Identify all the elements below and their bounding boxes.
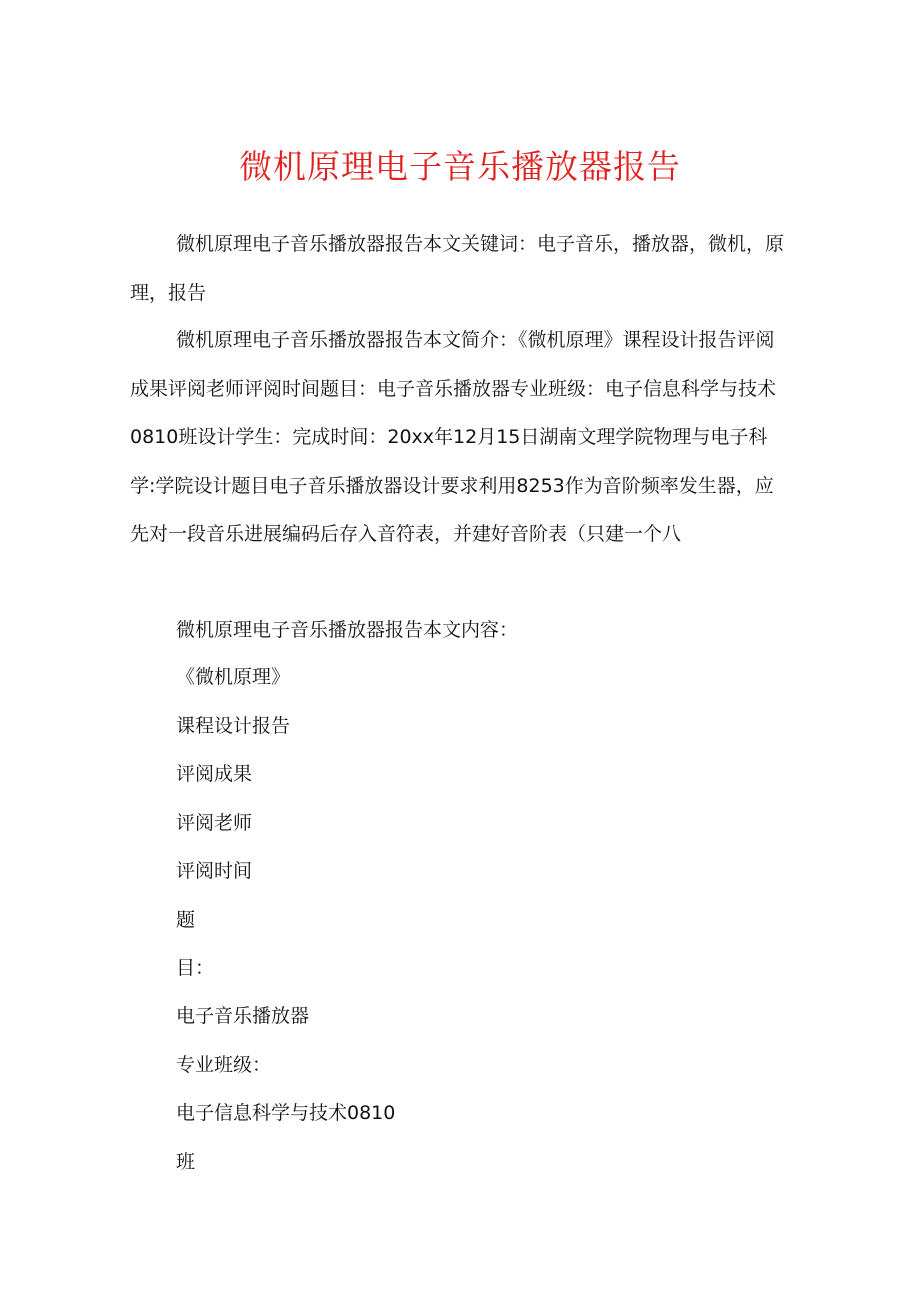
content-item: 目： <box>176 957 215 979</box>
summary-paragraph: 微机原理电子音乐播放器报告本文简介：《微机原理》课程设计报告评阅成果评阅老师评阅时间题目：电子音乐播放器专业班级：电子信息科学与技术0810班设计学生：完成时间：20xx年12月15日湖南文理学院物理与电子科学:学院设计题目电子音乐播放器设计要求利用8253作为音阶频率发生器，应先对一段音乐进展编码后存入音符表，并建好音阶表（只建一个八 <box>130 329 777 545</box>
content-item: 电子信息科学与技术0810 <box>176 1102 396 1124</box>
content-item: 电子音乐播放器 <box>176 1005 310 1027</box>
content-item: 题 <box>176 909 196 931</box>
content-item: 《微机原理》 <box>176 666 291 688</box>
content-item: 评阅时间 <box>176 860 253 882</box>
content-item: 评阅老师 <box>176 812 253 834</box>
content-item: 评阅成果 <box>176 763 253 785</box>
content-item: 课程设计报告 <box>176 715 291 737</box>
content-heading: 微机原理电子音乐播放器报告本文内容： <box>176 619 519 641</box>
content-item: 专业班级： <box>176 1054 272 1076</box>
content-item: 班 <box>176 1151 196 1173</box>
keywords-paragraph: 微机原理电子音乐播放器报告本文关键词：电子音乐，播放器，微机，原理，报告 <box>130 233 785 304</box>
document-title: 微机原理电子音乐播放器报告 <box>239 147 681 186</box>
